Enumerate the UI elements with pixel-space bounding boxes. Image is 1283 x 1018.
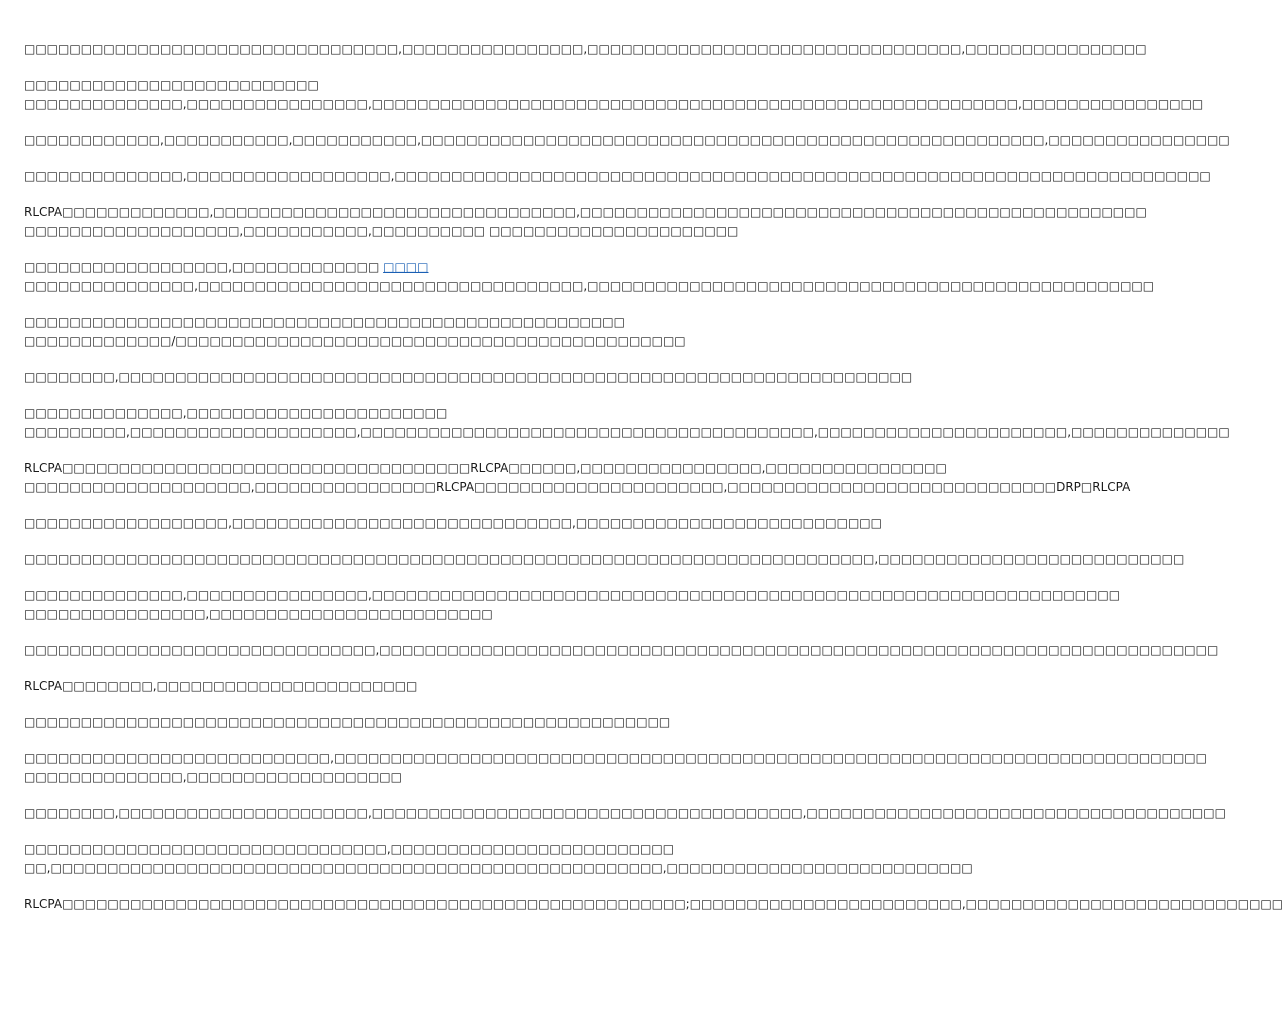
text-line: □□□□□□□□□□□□□□□□□□□□□□□□□□□□□□□□□□□□□□□□□□□□□□□□□□□□□□□□□□□□□□□□□□□□□□□□□□□,□□□□□□□□□□□□□□□□□□□□□□□□□□□ <box>24 552 1185 566</box>
paragraph-5 <box>24 203 1147 241</box>
text-line: □□□□□□□□□□□□□□□□□□□□□□□□□□□□□□□□□□□□□□□□□□□□□□□□□□□□□ <box>24 315 625 329</box>
text-line: □□□□□□□□□□□□□□□□□□□□,□□□□□□□□□□□□□□□□RLCPA□□□□□□□□□□□□□□□□□□□□□□,□□□□□□□□□□□□□□□□□□□□□□□□□□□□□DRP□RLCPA <box>24 480 1131 494</box>
inline-link[interactable]: □□□□ <box>383 260 429 274</box>
paragraph-15 <box>24 677 696 696</box>
text-line: □□□□□□□□□□□□□□□□□□□□□□□□□□□□□□□□□□□□□□□□□□□□□□□□□□□□□□□□□ <box>24 715 671 729</box>
text-line: □□□□□□□□□,□□□□□□□□□□□□□□□□□□□□,□□□□□□□□□□□□□□□□□□□□□□□□□□□□□□□□□□□□□□□□,□□□□□□□□□□□□□□□□□□□□□□,□□□□□□□□□□□□□□ <box>24 425 1230 439</box>
paragraph-19 <box>24 840 973 878</box>
paragraph-4 <box>24 167 1211 186</box>
text-line: □□□□□□□□□□□□□/□□□□□□□□□□□□□□□□□□□□□□□□□□□□□□□□□□□□□□□□□□□□□ <box>24 334 686 348</box>
paragraph-16 <box>24 713 696 732</box>
paragraph-12 <box>24 550 1185 569</box>
paragraph-8 <box>24 368 913 387</box>
text-line: RLCPA□□□□□□□□□□□□□□□□□□□□□□□□□□□□□□□□□□□□□□□□□□□□□□□□□□□□□□□;□□□□□□□□□□□□□□□□□□□□□□□□,□□□□□□□□□□□□□□□□□□□□□□□□□□□□ <box>24 897 1283 911</box>
text-line: □□□□□□□□□□□□□□,□□□□□□□□□□□□□□□□□□□□□□□ <box>24 406 448 420</box>
paragraph-18 <box>24 804 1226 823</box>
paragraph-2 <box>24 76 1204 114</box>
text-line: □□□□□□□□□□□□□□□□□□□□□□□□□□□□□□□,□□□□□□□□□□□□□□□□□□□□□□□□□□□□□□□□□□□□□□□□□□□□□□□□□□□□□□□□□□□□□□□□□□□□□□□□□□ <box>24 643 1219 657</box>
text-line: □□□□□□□□□□□□□□,□□□□□□□□□□□□□□□□□□□ <box>24 770 402 784</box>
text-line: □□□□□□□□□□□□□□□□,□□□□□□□□□□□□□□□□□□□□□□□□□ <box>24 607 493 621</box>
text-line: □□□□□□□□□□□□□□□,□□□□□□□□□□□□□□□□□□□□□□□□□□□□□□□□□□,□□□□□□□□□□□□□□□□□□□□□□□□□□□□□□□□□□□□□□□□□□□□□□□□□□ <box>24 279 1155 293</box>
paragraph-1 <box>24 40 1147 59</box>
text-line: □□□□□□□□,□□□□□□□□□□□□□□□□□□□□□□□□□□□□□□□□□□□□□□□□□□□□□□□□□□□□□□□□□□□□□□□□□□□□□□ <box>24 370 913 384</box>
text-line: □□□□□□□□□□□□□□□□□□□□□□□□□□□□□□□□,□□□□□□□□□□□□□□□□□□□□□□□□□ <box>24 842 675 856</box>
paragraph-11 <box>24 514 882 533</box>
paragraph-14 <box>24 641 1219 660</box>
text-line: □□□□□□□□□□□□□□,□□□□□□□□□□□□□□□□□□,□□□□□□□□□□□□□□□□□□□□□□□□□□□□□□□□□□□□□□□□□□□□□□□□□□□□□□□□□□□□□□□□□□□□□□□□ <box>24 169 1211 183</box>
paragraph-10 <box>24 459 1131 497</box>
text-line: □□□□□□□□□□□□□□□□□□□□□□□□□□ <box>24 78 319 92</box>
paragraph-7 <box>24 313 696 351</box>
text-line: □□□□□□□□,□□□□□□□□□□□□□□□□□□□□□□,□□□□□□□□□□□□□□□□□□□□□□□□□□□□□□□□□□□□□□,□□□□□□□□□□□□□□□□□□□□□□□□□□□□□□□□□□□□□ <box>24 806 1226 820</box>
text-line: □□□□□□□□□□□□□□□□□□□□□□□□□□□,□□□□□□□□□□□□□□□□□□□□□□□□□□□□□□□□□□□□□□□□□□□□□□□□□□□□□□□□□□□□□□□□□□□□□□□□□□□□□ <box>24 751 1207 765</box>
paragraph-20 <box>24 895 1283 914</box>
text-line-with-link <box>24 258 696 277</box>
paragraph-13 <box>24 586 1121 624</box>
text-line: □□□□□□□□□□□□□□,□□□□□□□□□□□□□□□□,□□□□□□□□□□□□□□□□□□□□□□□□□□□□□□□□□□□□□□□□□□□□□□□□□□□□□□□□□□□□□□□□□□ <box>24 588 1121 602</box>
paragraph-17 <box>24 749 1207 787</box>
text-line: □□□□□□□□□□□□,□□□□□□□□□□□,□□□□□□□□□□□,□□□□□□□□□□□□□□□□□□□□□□□□□□□□□□□□□□□□□□□□□□□□□□□□□□□□□□□,□□□□□□□□□□□□□□□□ <box>24 133 1230 147</box>
paragraph-6 <box>24 258 1155 296</box>
text-line: RLCPA□□□□□□□□,□□□□□□□□□□□□□□□□□□□□□□□ <box>24 679 418 693</box>
text-line: □□□□□□□□□□□□□□,□□□□□□□□□□□□□□□□,□□□□□□□□□□□□□□□□□□□□□□□□□□□□□□□□□□□□□□□□□□□□□□□□□□□□□□□□□,□□□□□□□□□□□□□□□□ <box>24 97 1204 111</box>
text-line: RLCPA□□□□□□□□□□□□□□□□□□□□□□□□□□□□□□□□□□□□RLCPA□□□□□□,□□□□□□□□□□□□□□□□,□□□□□□□□□□□□□□□□ <box>24 461 947 475</box>
paragraph-9 <box>24 404 1230 442</box>
text-line: □□□□□□□□□□□□□□□□□□□□□□□□□□□□□□□□□,□□□□□□□□□□□□□□□□,□□□□□□□□□□□□□□□□□□□□□□□□□□□□□□□□□,□□□□□□□□□□□□□□□□ <box>24 42 1147 56</box>
text-line: □□□□□□□□□□□□□□□□□□,□□□□□□□□□□□□□□□□□□□□□□□□□□□□□□,□□□□□□□□□□□□□□□□□□□□□□□□□□□ <box>24 516 882 530</box>
paragraph-3 <box>24 131 1230 150</box>
text-line: RLCPA□□□□□□□□□□□□□,□□□□□□□□□□□□□□□□□□□□□□□□□□□□□□□□,□□□□□□□□□□□□□□□□□□□□□□□□□□□□□□□□□□□□□□□□□□□□□□□□□□ <box>24 205 1147 219</box>
text-line: □□□□□□□□□□□□□□□□□□□,□□□□□□□□□□□,□□□□□□□□□□ □□□□□□□□□□□□□□□□□□□□□□ <box>24 224 739 238</box>
text-line: □□,□□□□□□□□□□□□□□□□□□□□□□□□□□□□□□□□□□□□□□□□□□□□□□□□□□□□□□,□□□□□□□□□□□□□□□□□□□□□□□□□□□ <box>24 861 973 875</box>
text-run: □□□□□□□□□□□□□□□□□□,□□□□□□□□□□□□□ <box>24 260 380 274</box>
document-body <box>24 40 1283 931</box>
